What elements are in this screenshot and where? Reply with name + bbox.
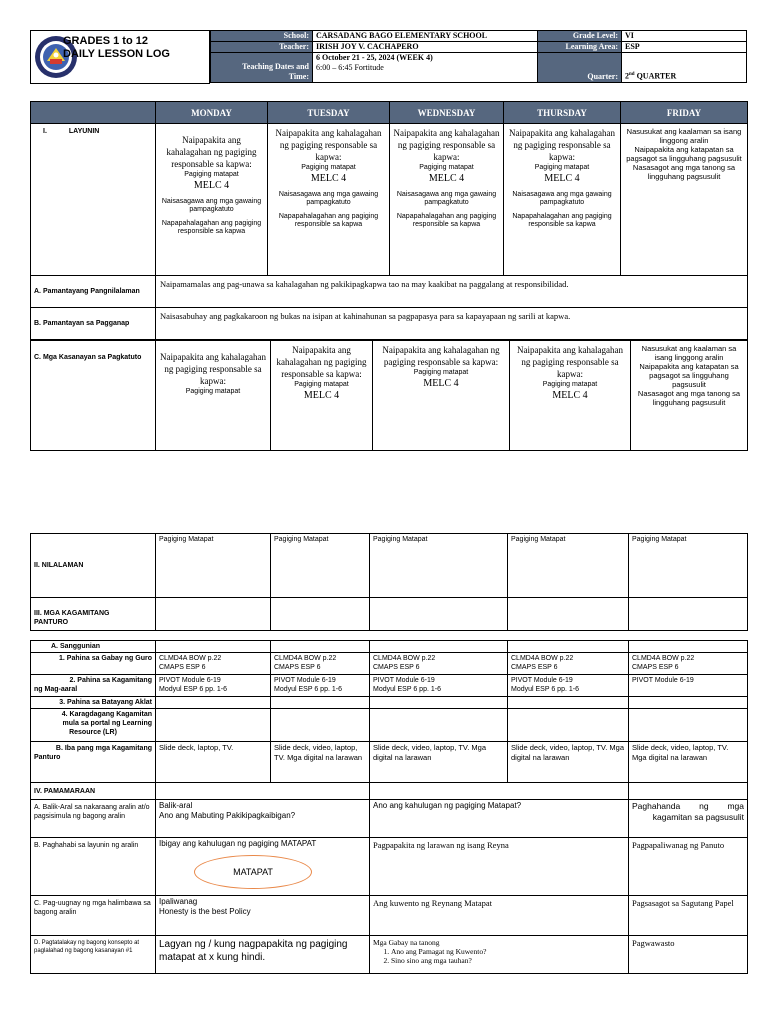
kagamitang-label: III. MGA KAGAMITANG PANTURO <box>31 598 156 631</box>
pag-uugnay-monday: Ipaliwanag Honesty is the best Policy <box>156 896 370 936</box>
kasanayan-wednesday: Naipapakita ang kahalagahan ng pagiging responsable sa kapwa: Pagiging matapat MELC 4 <box>373 341 510 451</box>
pagtatalakay-label: D. Pagtatalakay ng bagong konsepto at paglalahad ng bagong kasanayan #1 <box>31 936 156 974</box>
iba-wednesday: Slide deck, video, laptop, TV. Mga digital na larawan <box>370 742 508 783</box>
paghahabi-wednesday: Pagpapakita ng larawan ng isang Reyna <box>370 838 629 896</box>
content-table <box>30 533 748 631</box>
gabay-guro-tuesday: CLMD4A BOW p.22 CMAPS ESP 6 <box>271 653 370 675</box>
layunin-monday: Naipapakita ang kahalagahan ng pagiging responsable sa kapwa: Pagiging matapat MELC 4 Naisasagawa ang mga gawaing pampagkatuto Napapahalagahan ang pagiging responsible sa kapwa <box>156 124 268 276</box>
balik-aral-wednesday: Ano ang kahulugan ng pagiging Matapat? <box>370 800 629 838</box>
kasanayan-monday: Naipapakita ang kahalagahan ng pagiging responsable sa kapwa: Pagiging matapat <box>156 341 271 451</box>
layunin-label: I. LAYUNIN <box>31 124 156 276</box>
kagamitang-mag-aaral-monday: PIVOT Module 6-19 Modyul ESP 6 pp. 1-6 <box>156 675 271 697</box>
teacher-value: IRISH JOY V. CACHAPERO <box>313 42 538 53</box>
pag-uugnay-label: C. Pag-uugnay ng mga halimbawa sa bagong aralin <box>31 896 156 936</box>
kagamitang-monday <box>156 598 271 631</box>
layunin-thursday: Naipapakita ang kahalagahan ng pagiging responsable sa kapwa: Pagiging matapat MELC 4 Naisasagawa ang mga gawaing pampagkatuto Napapahalagahan ang pagiging responsible sa kapwa <box>504 124 621 276</box>
teaching-dates-value: 6 October 21 - 25, 2024 (WEEK 4) 6:00 – 6:45 Fortitude <box>313 53 538 83</box>
learning-resource-label: 4. Karagdagang Kagamitan mula sa portal ng Learning Resource (LR) <box>31 709 156 742</box>
pag-uugnay-friday: Pagsasagot sa Sagutang Papel <box>629 896 748 936</box>
gabay-guro-wednesday: CLMD4A BOW p.22 CMAPS ESP 6 <box>370 653 508 675</box>
sanggunian-label: A. Sanggunian <box>31 641 156 653</box>
layunin-friday: Nasusukat ang kaalaman sa isang linggong aralin Naipapakita ang katapatan sa pagsagot sa lingguhang pagsusulit Nasasagot ang mga tanong sa lingguhang pagsusulit <box>621 124 748 276</box>
kagamitang-wednesday <box>370 598 508 631</box>
day-header-thursday: THURSDAY <box>504 102 621 124</box>
balik-aral-friday: Paghahanda ng mga kagamitan sa pagsusulit <box>629 800 748 838</box>
batayang-aklat-label: 3. Pahina sa Batayang Aklat <box>31 697 156 709</box>
pamantayan-pagganap-label: B. Pamantayan sa Pagganap <box>31 308 156 340</box>
learning-area-value: ESP <box>622 42 747 53</box>
day-header-tuesday: TUESDAY <box>268 102 390 124</box>
pamantayang-pangnilalaman-text: Naipamamalas ang pag-unawa sa kahalagahan ng pakikipagkapwa tao na may kaakibat na paggalang at responsibilidad. <box>156 276 748 308</box>
school-value: CARSADANG BAGO ELEMENTARY SCHOOL <box>313 31 538 42</box>
layunin-tuesday: Naipapakita ang kahalagahan ng pagiging responsable sa kapwa: Pagiging matapat MELC 4 Naisasagawa ang mga gawaing pampagkatuto Napapahalagahan ang pagiging responsible sa kapwa <box>268 124 390 276</box>
balik-aral-label: A. Balik-Aral sa nakaraang aralin at/o pagsisimula ng bagong aralin <box>31 800 156 838</box>
references-table <box>30 640 748 783</box>
kagamitang-friday <box>629 598 748 631</box>
title-line-2: DAILY LESSON LOG <box>63 48 170 60</box>
kasanayan-friday: Nasusukat ang kaalaman sa isang linggong aralin Naipapakita ang katapatan sa pagsagot sa lingguhang pagsusulit Nasasagot ang mga tanong sa lingguhang pagsusulit <box>631 341 748 451</box>
pamamaraan-label: IV. PAMAMARAAN <box>31 783 156 800</box>
nilalaman-thursday: Pagiging Matapat <box>508 534 629 598</box>
nilalaman-friday: Pagiging Matapat <box>629 534 748 598</box>
grade-level-value: VI <box>622 31 747 42</box>
nilalaman-wednesday: Pagiging Matapat <box>370 534 508 598</box>
pagtatalakay-wednesday: Mga Gabay na tanong 1. Ano ang Pamagat ng Kuwento? 2. Sino sino ang mga tauhan? <box>370 936 629 974</box>
gabay-guro-thursday: CLMD4A BOW p.22 CMAPS ESP 6 <box>508 653 629 675</box>
layunin-wednesday: Naipapakita ang kahalagahan ng pagiging responsable sa kapwa: Pagiging matapat MELC 4 Naisasagawa ang mga gawaing pampagkatuto Napapahalagahan ang pagiging responsible sa kapwa <box>390 124 504 276</box>
kagamitang-thursday <box>508 598 629 631</box>
school-label: School: <box>211 31 313 42</box>
gabay-guro-monday: CLMD4A BOW p.22 CMAPS ESP 6 <box>156 653 271 675</box>
pamantayan-pagganap-text: Naisasabuhay ang pagkakaroon ng bukas na isipan at kahinahunan sa pagpapasya para sa kapayapaan ng sarili at kapwa. <box>156 308 748 340</box>
pagtatalakay-friday: Pagwawasto <box>629 936 748 974</box>
procedure-table <box>30 782 748 974</box>
gabay-guro-label: 1. Pahina sa Gabay ng Guro <box>31 653 156 675</box>
header-title-box <box>30 30 210 84</box>
day-header-friday: FRIDAY <box>621 102 748 124</box>
iba-pang-kagamitang-label: B. Iba pang mga Kagamitang Panturo <box>31 742 156 783</box>
gabay-question-1: 1. Ano ang Pamagat ng Kuwento? <box>391 947 625 956</box>
learning-area-label: Learning Area: <box>538 42 622 53</box>
nilalaman-tuesday: Pagiging Matapat <box>271 534 370 598</box>
paghahabi-label: B. Paghahabi sa layunin ng aralin <box>31 838 156 896</box>
title-line-1: GRADES 1 to 12 <box>63 35 148 47</box>
matapat-oval: MATAPAT <box>194 855 312 889</box>
day-header-monday: MONDAY <box>156 102 268 124</box>
paghahabi-friday: Pagpapaliwanag ng Panuto <box>629 838 748 896</box>
nilalaman-monday: Pagiging Matapat <box>156 534 271 598</box>
iba-tuesday: Slide deck, video, laptop, TV. Mga digital na larawan <box>271 742 370 783</box>
gabay-guro-friday: CLMD4A BOW p.22 CMAPS ESP 6 <box>629 653 748 675</box>
kagamitang-mag-aaral-wednesday: PIVOT Module 6-19 Modyul ESP 6 pp. 1-6 <box>370 675 508 697</box>
kagamitang-mag-aaral-label: 2. Pahina sa Kagamitang ng Mag-aaral <box>31 675 156 697</box>
kagamitang-mag-aaral-tuesday: PIVOT Module 6-19 Modyul ESP 6 pp. 1-6 <box>271 675 370 697</box>
kasanayan-table <box>30 340 748 451</box>
header-info-table <box>210 30 747 83</box>
kagamitang-tuesday <box>271 598 370 631</box>
balik-aral-monday: Balik-aral Ano ang Mabuting Pakikipagkaibigan? <box>156 800 370 838</box>
gabay-questions-list <box>391 947 625 965</box>
day-header-wednesday: WEDNESDAY <box>390 102 504 124</box>
objectives-table <box>30 101 748 340</box>
teaching-dates-label: Teaching Dates and Time: <box>211 53 313 83</box>
grade-level-label: Grade Level: <box>538 31 622 42</box>
nilalaman-label: II. NILALAMAN <box>31 534 156 598</box>
kasanayan-tuesday: Naipapakita ang kahalagahan ng pagiging responsable sa kapwa: Pagiging matapat MELC 4 <box>271 341 373 451</box>
gabay-question-2: 2. Sino sino ang mga tauhan? <box>391 956 625 965</box>
teacher-label: Teacher: <box>211 42 313 53</box>
quarter-value: 2nd QUARTER <box>622 53 747 83</box>
kasanayan-label: C. Mga Kasanayan sa Pagkatuto <box>31 341 156 451</box>
iba-friday: Slide deck, video, laptop, TV. Mga digital na larawan <box>629 742 748 783</box>
pamantayang-pangnilalaman-label: A. Pamantayang Pangnilalaman <box>31 276 156 308</box>
paghahabi-monday: Ibigay ang kahulugan ng pagiging MATAPAT MATAPAT <box>156 838 370 896</box>
kagamitang-mag-aaral-friday: PIVOT Module 6-19 <box>629 675 748 697</box>
iba-monday: Slide deck, laptop, TV. <box>156 742 271 783</box>
quarter-label: Quarter: <box>538 53 622 83</box>
kagamitang-mag-aaral-thursday: PIVOT Module 6-19 Modyul ESP 6 pp. 1-6 <box>508 675 629 697</box>
corner-header <box>31 102 156 124</box>
kasanayan-thursday: Naipapakita ang kahalagahan ng pagiging responsable sa kapwa: Pagiging matapat MELC 4 <box>510 341 631 451</box>
pag-uugnay-wednesday: Ang kuwento ng Reynang Matapat <box>370 896 629 936</box>
iba-thursday: Slide deck, video, laptop, TV. Mga digital na larawan <box>508 742 629 783</box>
document-title <box>63 35 170 61</box>
pagtatalakay-monday: Lagyan ng / kung nagpapakita ng pagiging matapat at x kung hindi. <box>156 936 370 974</box>
